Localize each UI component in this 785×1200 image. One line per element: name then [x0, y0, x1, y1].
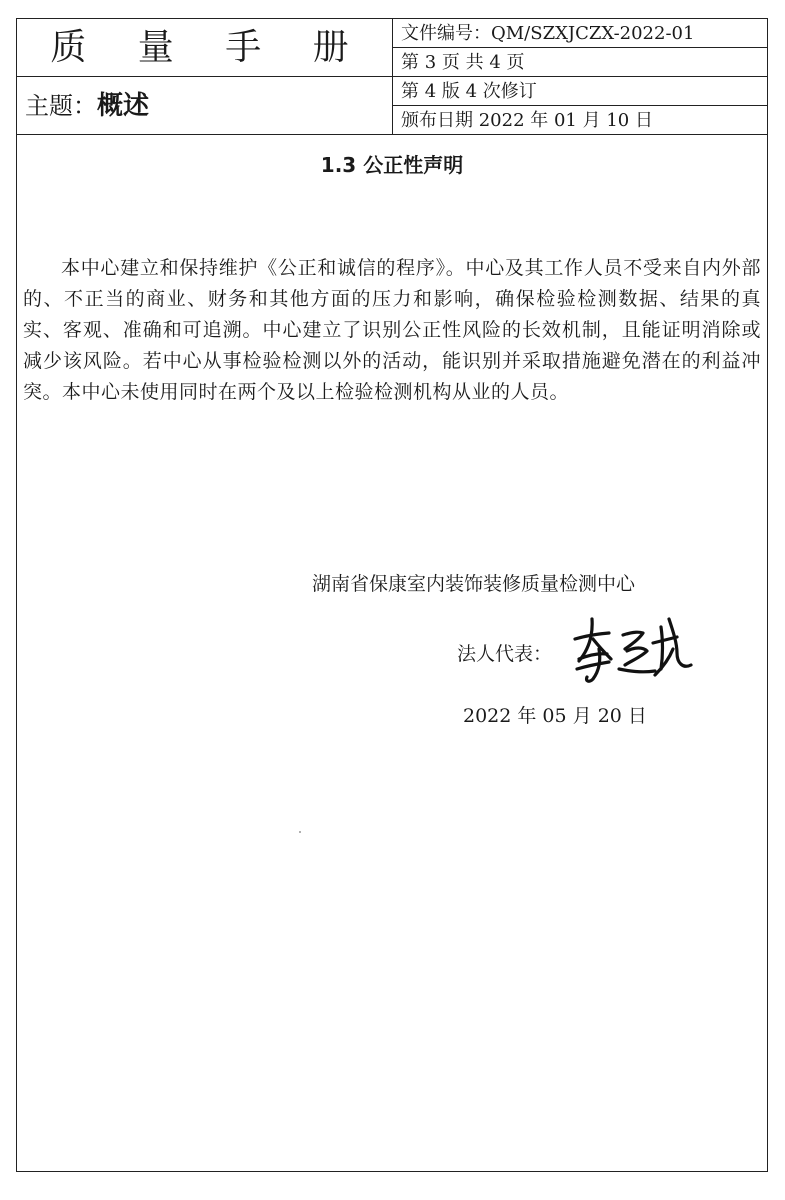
page-info: 第 3 页 共 4 页 — [393, 48, 767, 77]
doc-number: 文件编号：QM/SZXJCZX-2022-01 — [393, 19, 767, 48]
signature-date: 2022 年 05 月 20 日 — [463, 705, 647, 727]
version-info: 第 4 版 4 次修订 — [393, 77, 767, 106]
scan-speck — [299, 831, 301, 833]
subject-row — [17, 77, 392, 135]
handwritten-signature — [565, 609, 695, 689]
subject-value: 概述 — [97, 91, 150, 121]
document-page — [16, 18, 768, 1172]
body-paragraph: 本中心建立和保持维护《公正和诚信的程序》。中心及其工作人员不受来自内外部的、不正当的商业、财务和其他方面的压力和影响，确保检验检测数据、结果的真实、客观、准确和可追溯。中心建立了识别公正性风险的长效机制，且能证明消除或减少该风险。若中心从事检验检测以外的活动，能识别并采取措施避免潜在的利益冲突。本中心未使用同时在两个及以上检验检测机构从业的人员。 — [23, 257, 761, 403]
document-header — [17, 19, 767, 135]
legal-rep-label: 法人代表： — [457, 643, 553, 665]
organization-name: 湖南省保康室内装饰装修质量检测中心 — [312, 573, 636, 595]
header-meta-panel — [393, 19, 767, 134]
manual-title: 质 量 手 册 — [17, 19, 392, 77]
subject-label: 主题： — [25, 92, 97, 120]
section-title: 1.3 公正性声明 — [320, 153, 464, 177]
issue-date: 颁布日期 2022 年 01 月 10 日 — [401, 110, 653, 131]
header-left-panel — [17, 19, 393, 134]
